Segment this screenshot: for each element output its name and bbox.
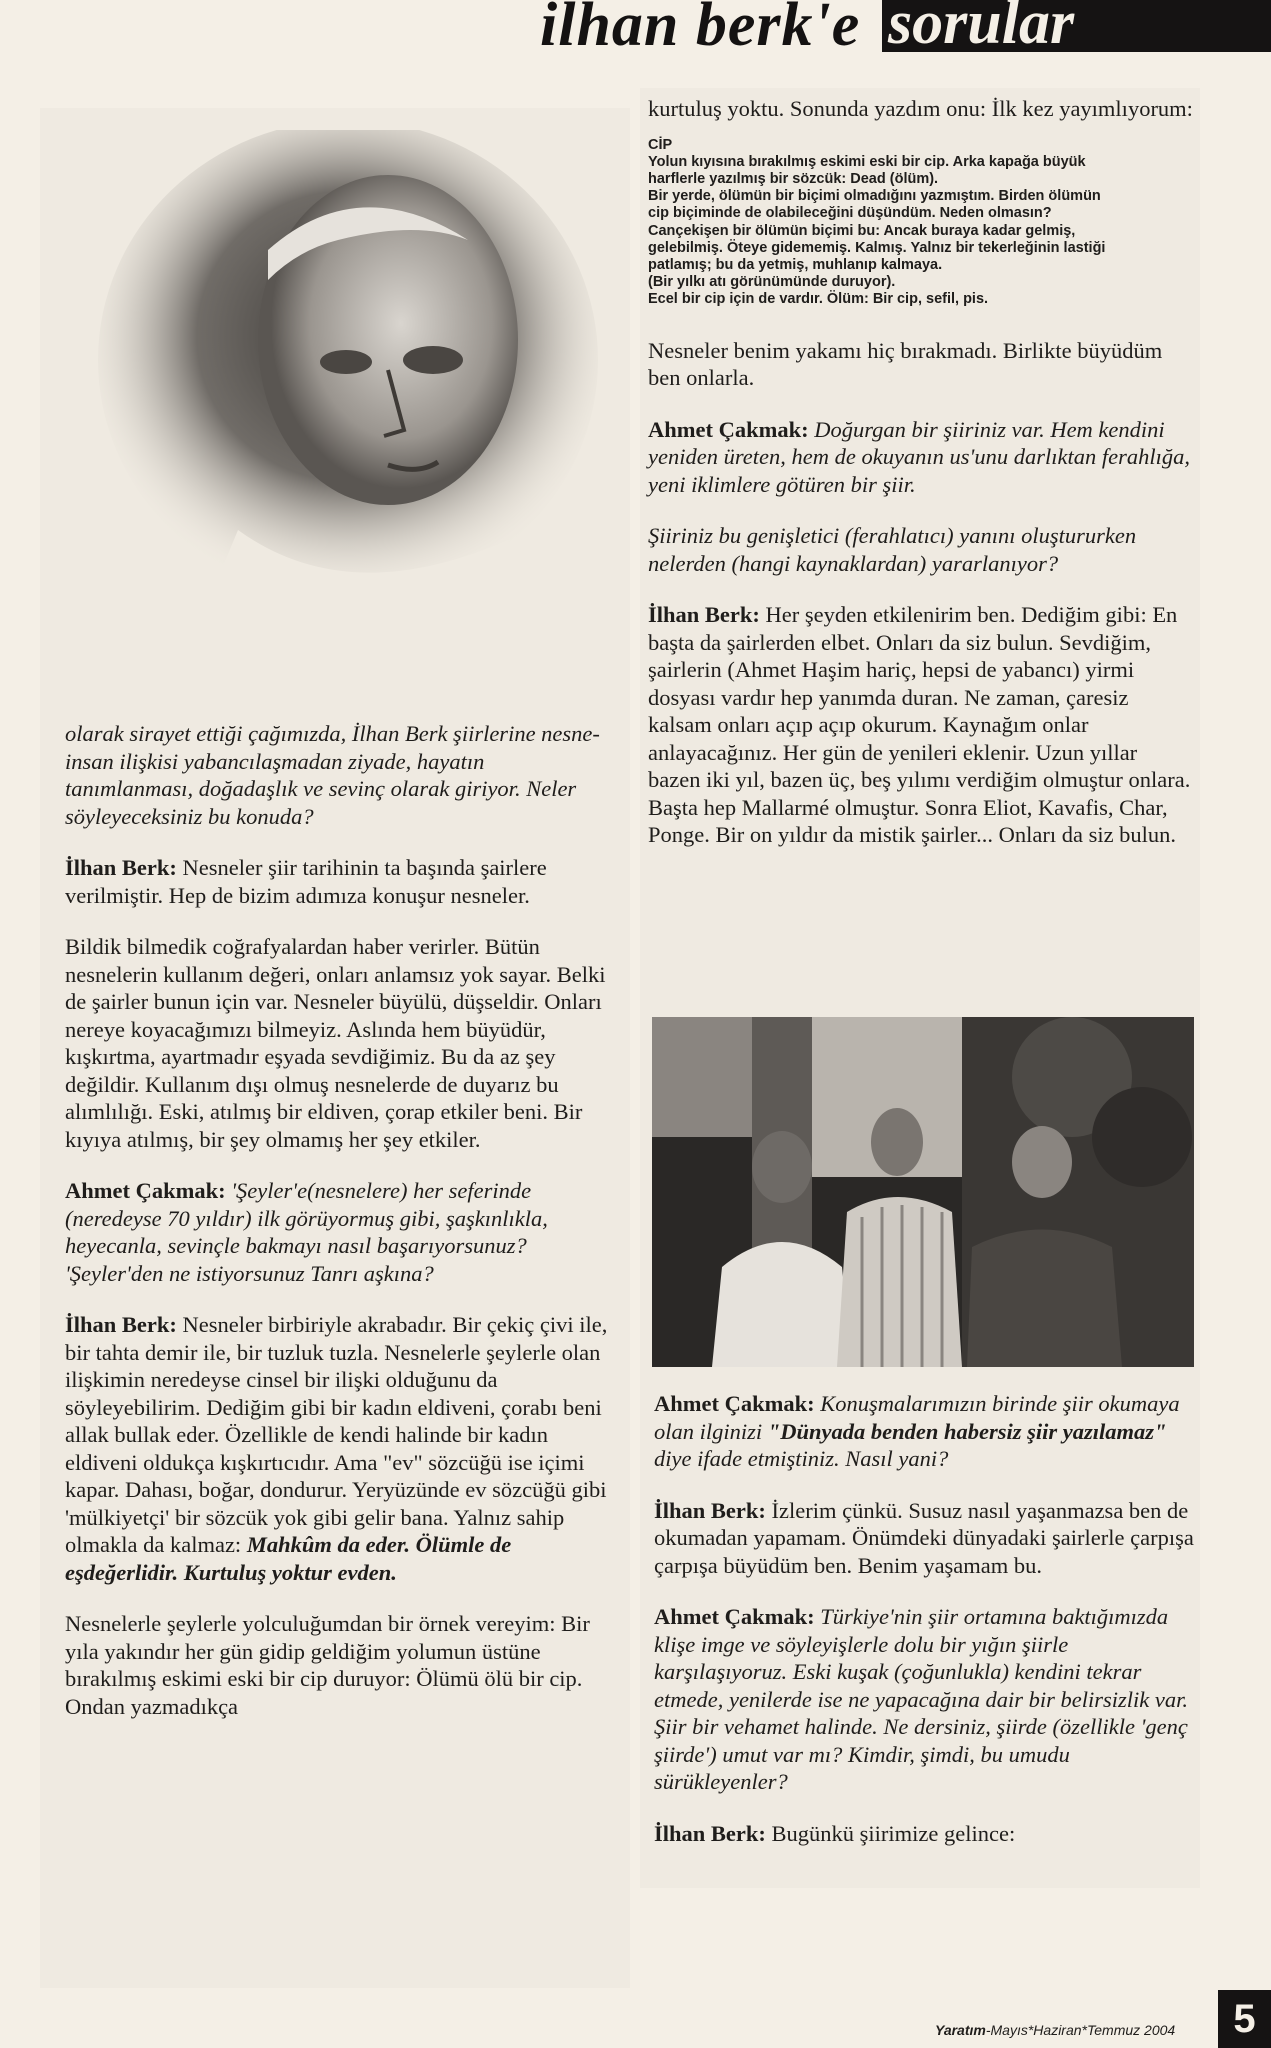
question-paragraph: [654, 1390, 1199, 1473]
answer-text: Nesneler şiir tarihinin ta başında şairlere verilmiştir. Hep de bizim adımıza konuşur nesneler.: [65, 855, 547, 908]
magazine-name: Yaratım: [935, 2022, 986, 2038]
question-paragraph: [648, 416, 1193, 499]
speaker-label: İlhan Berk:: [654, 1497, 766, 1523]
body-paragraph: Nesneler benim yakamı hiç bırakmadı. Birlikte büyüdüm ben onlarla.: [648, 337, 1163, 391]
footer-issue-line: [935, 2022, 1175, 2038]
speaker-label: İlhan Berk:: [654, 1820, 766, 1846]
left-column: [65, 720, 610, 1744]
question-text: Türkiye'nin şiir ortamına baktığımızda klişe imge ve söyleyişlerle dolu bir yığın şiirle karşılaşıyoruz. Eski kuşak (çoğunlukla) kendini tekrar etmede, yenilerde ise ne yapacağına dair bir belirsizlik var. Şiir bir vehamet halinde. Ne dersiniz, şiirde (özellikle 'genç şiirde') umut var mı? Kimdir, şimdi, bu umudu sürükleyenler?: [654, 1604, 1189, 1794]
issue-date: -Mayıs*Haziran*Temmuz 2004: [985, 2022, 1176, 2038]
answer-paragraph: [654, 1497, 1199, 1580]
question-emphasis: "Dünyada benden habersiz şiir yazılamaz": [767, 1418, 1167, 1444]
answer-text: İzlerim çünkü. Susuz nasıl yaşanmazsa ben de okumadan yapamam. Önümdeki dünyadaki şairlerle çarpışa çarpışa büyüdüm ben. Benim yaşamam bu.: [654, 1497, 1194, 1578]
answer-text: Nesneler birbiriyle akrabadır. Bir çekiç çivi ile, bir tahta demir ile, bir tuzluk tuzla. Nesnelerle şeylerle olan ilişkimin neredeyse cinsel bir ilişki olduğunu da söyleyebilirim. Dediğim gibi bir kadın eldiveni, çorabı beni allak bullak eder. Özellikle de kendi halinde bir kadın eldiveni oldukça kışkırtıcıdır. Ama "ev" sözcüğü ise içimi kapar. Dahası, boğar, dondurur. Yeryüzünde ev sözcüğü gibi 'mülkiyetçi' bir sözcük yok gibi gelir bana. Yalnız sahip olmakla da kalmaz:: [65, 1312, 608, 1557]
question-paragraph: [654, 1603, 1199, 1796]
speaker-label: İlhan Berk:: [65, 855, 177, 880]
poem-line: Cançekişen bir ölümün biçimi bu: Ancak buraya kadar gelmiş,: [648, 222, 1076, 239]
right-column: [648, 95, 1193, 873]
poem-line: Ecel bir cip için de vardır. Ölüm: Bir cip, sefil, pis.: [648, 291, 989, 308]
answer-paragraph: [648, 601, 1193, 849]
answer-paragraph: [65, 854, 610, 909]
question-text: 'Şeyler'e(nesnelere) her seferinde (neredeyse 70 yıldır) ilk görüyormuş gibi, şaşkınlıkla, heyecanla, sevinçle bakmayı nasıl başarıyorsunuz? 'Şeyler'den ne istiyorsunuz Tanrı aşkına?: [65, 1178, 548, 1286]
body-paragraph: Nesnelerle şeylerle yolculuğumdan bir örnek vereyim: Bir yıla yakındır her gün gidip geldiğim yolumun üstüne bırakılmış eskimi eski bir cip duruyor: Ölümü ölü bir cip. Ondan yazmadıkça: [65, 1611, 590, 1719]
question-paragraph: [65, 1177, 610, 1287]
right-column-lower: [654, 1390, 1199, 1871]
poem-line: cip biçiminde de olabileceğini düşündüm. Neden olmasın?: [648, 205, 1052, 222]
group-photo: [652, 1017, 1194, 1367]
portrait-photo: [88, 130, 608, 650]
speaker-label: Ahmet Çakmak:: [65, 1178, 226, 1203]
question-text: diye ifade etmiştiniz. Nasıl yani?: [654, 1446, 949, 1471]
page-number: 5: [1218, 1990, 1271, 2048]
speaker-label: Ahmet Çakmak:: [654, 1604, 815, 1629]
header-title: ilhan berk'e: [540, 0, 861, 59]
poem-line: gelebilmiş. Öteye gidememiş. Kalmış. Yalnız bir tekerleğinin lastiği: [648, 239, 1106, 256]
header-title-block: [882, 0, 1271, 57]
poem-line: harflerle yazılmış bir sözcük: Dead (ölüm).: [648, 170, 939, 187]
speaker-label: İlhan Berk:: [648, 602, 760, 628]
header-title-highlight: sorular: [888, 0, 1075, 57]
question-paragraph: Şiiriniz bu genişletici (ferahlatıcı) yanını oluştururken nelerden (hangi kaynaklardan) yararlanıyor?: [648, 523, 1137, 576]
poem-line: Yolun kıyısına bırakılmış eskimi eski bir cip. Arka kapağa büyük: [648, 153, 1086, 170]
poem-line: patlamış; bu da yetmiş, muhlanıp kalmaya.: [648, 256, 943, 273]
question-text: Konuşmalarımızın birinde şiir okumaya olan ilginizi: [654, 1391, 1180, 1444]
poem-line: (Bir yılkı atı görünümünde duruyor).: [648, 274, 896, 291]
answer-text: Bugünkü şiirimize gelince:: [765, 1820, 1016, 1846]
speaker-label: Ahmet Çakmak:: [648, 416, 809, 442]
question-text: Doğurgan bir şiiriniz var. Hem kendini yeniden üreten, hem de okuyanın us'unu darlıktan ferahlığa, yeni iklimlere götüren bir şiir.: [648, 416, 1190, 497]
body-paragraph: Bildik bilmedik coğrafyalardan haber verirler. Bütün nesnelerin kullanım değeri, onları anlamsız yok sayar. Belki de şairler bunun için var. Nesneler büyülü, düşseldir. Onları nereye koyacağımızı bilmeyiz. Aslında hem büyüdür, kışkırtma, ayartmadır eşyada sevdiğimiz. Bu da az şey değildir. Kullanım dışı olmuş nesnelerde de duyarız bu alımlılığı. Eski, atılmış bir eldiven, çorap etkiler beni. Bir kıyıya atılmış, bir şey olmamış her şey etkiler.: [65, 934, 606, 1152]
poem-line: Bir yerde, ölümün bir biçimi olmadığını yazmıştım. Birden ölümün: [648, 188, 1101, 205]
question-intro: olarak sirayet ettiği çağımızda, İlhan Berk şiirlerine nesne-insan ilişkisi yabancılaşmadan ziyade, hayatın tanımlanması, doğadaşlık ve sevinç olarak giriyor. Neler söyleyeceksiniz bu konuda?: [65, 721, 600, 829]
body-paragraph: kurtuluş yoktu. Sonunda yazdım onu: İlk kez yayımlıyorum:: [648, 96, 1193, 121]
answer-paragraph: [65, 1311, 610, 1586]
answer-paragraph: [654, 1820, 1199, 1848]
answer-emphasis: Mahkûm da eder. Ölümle de eşdeğerlidir. Kurtuluş yoktur evden.: [65, 1532, 512, 1585]
speaker-label: Ahmet Çakmak:: [654, 1391, 815, 1416]
poem-block: [648, 137, 1193, 309]
poem-title: CİP: [648, 136, 673, 153]
speaker-label: İlhan Berk:: [65, 1312, 177, 1337]
answer-text: Her şeyden etkilenirim ben. Dediğim gibi: En başta da şairlerden elbet. Onları da siz bulun. Sevdiğim, şairlerin (Ahmet Haşim hariç, hepsi de yabancı) yirmi dosyası vardır hep yanımda duran. Ne zaman, çaresiz kalsam onları açıp açıp okurum. Kaynağım onlar anlayacağınız. Her gün de yenileri eklenir. Uzun yıllar bazen iki yıl, bazen üç, beş yılımı verdiğim olmuştur onlara. Başta hep Mallarmé olmuştur. Sonra Eliot, Kavafis, Char, Ponge. Bir on yıldır da mistik şairler... Onları da siz bulun.: [648, 602, 1191, 848]
